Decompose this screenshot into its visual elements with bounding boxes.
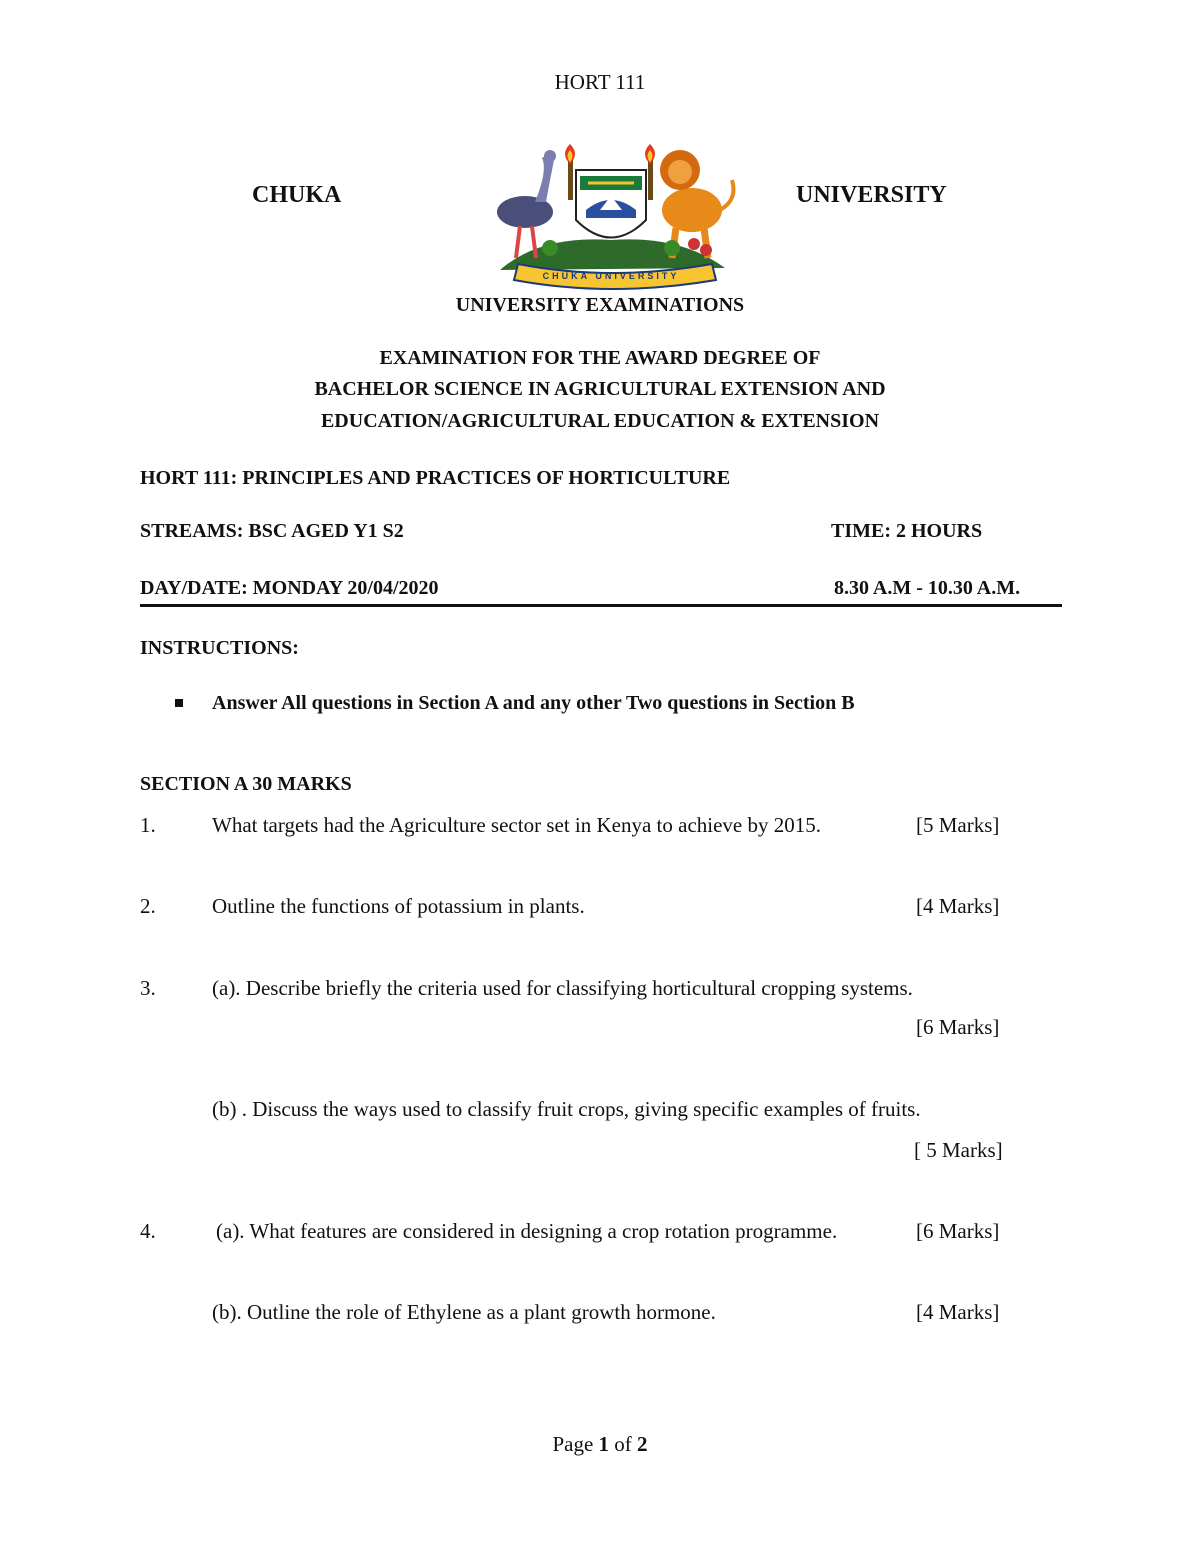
instruction-item: Answer All questions in Section A and any other Two questions in Section B [212, 692, 855, 714]
page-number [0, 1432, 1200, 1457]
bullet-square-icon [175, 699, 183, 707]
award-line-3: EDUCATION/AGRICULTURAL EDUCATION & EXTENSION [320, 410, 880, 432]
course-title: HORT 111: PRINCIPLES AND PRACTICES OF HORTICULTURE [140, 467, 731, 489]
question-text: What targets had the Agriculture sector set in Kenya to achieve by 2015. [212, 813, 821, 837]
logo-banner-text: CHUKA UNIVERSITY [542, 271, 680, 281]
question-part-a: (a). What features are considered in designing a crop rotation programme. [216, 1219, 838, 1243]
award-line-1: EXAMINATION FOR THE AWARD DEGREE OF [379, 347, 821, 369]
exam-time-range: 8.30 A.M - 10.30 A.M. [834, 577, 1021, 599]
question-number: 4. [140, 1219, 156, 1243]
section-a-heading: SECTION A 30 MARKS [140, 773, 352, 795]
question-marks: [5 Marks] [916, 813, 1000, 837]
streams: STREAMS: BSC AGED Y1 S2 [140, 520, 404, 542]
exam-title: UNIVERSITY EXAMINATIONS [455, 294, 745, 316]
exam-day-date: DAY/DATE: MONDAY 20/04/2020 [140, 577, 439, 599]
question-marks: [6 Marks] [916, 1219, 1000, 1243]
university-name-left: CHUKA [252, 182, 342, 208]
question-number: 1. [140, 813, 156, 837]
header-course-code: HORT 111 [554, 70, 646, 94]
question-marks: [4 Marks] [916, 894, 1000, 918]
page-total: 2 [637, 1432, 648, 1456]
university-logo [480, 140, 742, 290]
page-prefix: Page [552, 1432, 599, 1456]
question-part-b: (b). Outline the role of Ethylene as a plant growth hormone. [212, 1300, 716, 1324]
page-current: 1 [598, 1432, 610, 1456]
award-line-2: BACHELOR SCIENCE IN AGRICULTURAL EXTENSION AND [314, 378, 886, 400]
question-part-a: (a). Describe briefly the criteria used for classifying horticultural cropping systems. [212, 976, 913, 1000]
instructions-heading: INSTRUCTIONS: [140, 637, 299, 659]
question-number: 2. [140, 894, 156, 918]
coat-of-arms-icon [480, 140, 742, 290]
question-text: Outline the functions of potassium in plants. [212, 894, 585, 918]
page-of: of [609, 1432, 638, 1456]
question-part-b: (b) . Discuss the ways used to classify fruit crops, giving specific examples of fruits. [212, 1097, 921, 1121]
question-marks: [4 Marks] [916, 1300, 1000, 1324]
question-number: 3. [140, 976, 156, 1000]
header-divider [140, 604, 1062, 607]
university-name-right: UNIVERSITY [796, 182, 947, 208]
exam-duration: TIME: 2 HOURS [831, 520, 983, 542]
question-marks: [ 5 Marks] [914, 1138, 1003, 1162]
question-marks: [6 Marks] [916, 1015, 1000, 1039]
